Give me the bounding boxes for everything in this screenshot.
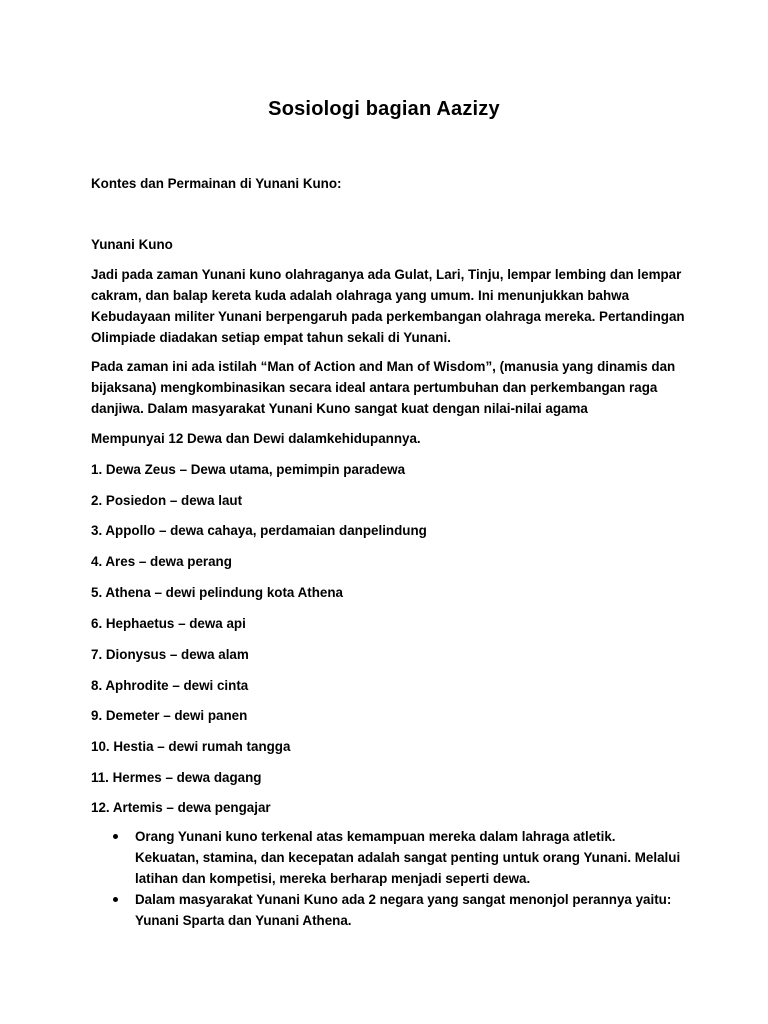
bullet-list: [91, 826, 691, 931]
god-item: 7. Dionysus – dewa alam: [91, 647, 249, 662]
god-item: 4. Ares – dewa perang: [91, 554, 232, 569]
bullet-line: Orang Yunani kuno terkenal atas kemampuan mereka dalam lahraga atletik.: [135, 829, 616, 844]
bullet-line: Kekuatan, stamina, dan kecepatan adalah sangat penting untuk orang Yunani. Melalui: [135, 850, 681, 865]
god-item: 2. Posiedon – dewa laut: [91, 493, 243, 508]
god-item: 1. Dewa Zeus – Dewa utama, pemimpin paradewa: [91, 462, 406, 477]
paragraph-sports: [91, 264, 691, 348]
god-item: 6. Hephaetus – dewa api: [91, 616, 246, 631]
paragraph-line: danjiwa. Dalam masyarakat Yunani Kuno sangat kuat dengan nilai-nilai agama: [91, 401, 588, 416]
bullet-line: latihan dan kompetisi, mereka berharap menjadi seperti dewa.: [135, 871, 531, 886]
god-item: 11. Hermes – dewa dagang: [91, 770, 262, 785]
paragraph-line: bijaksana) mengkombinasikan secara ideal antara pertumbuhan dan perkembangan raga: [91, 380, 658, 395]
bullet-line: Dalam masyarakat Yunani Kuno ada 2 negara yang sangat menonjol perannya yaitu:: [135, 892, 672, 907]
section-heading: Kontes dan Permainan di Yunani Kuno:: [91, 176, 342, 191]
god-item: 12. Artemis – dewa pengajar: [91, 800, 271, 815]
paragraph-line: Olimpiade diadakan setiap empat tahun sekali di Yunani.: [91, 330, 451, 345]
paragraph-line: cakram, dan balap kereta kuda adalah olahraga yang umum. Ini menunjukkan bahwa: [91, 288, 630, 303]
document-title: Sosiologi bagian Aazizy: [268, 98, 500, 120]
paragraph-line: Kebudayaan militer Yunani berpengaruh pada perkembangan olahraga mereka. Pertandingan: [91, 309, 685, 324]
bullet-item: [91, 826, 691, 889]
bullet-icon: [113, 834, 118, 839]
paragraph-line: Jadi pada zaman Yunani kuno olahraganya ada Gulat, Lari, Tinju, lempar lembing dan lempar: [91, 267, 682, 282]
bullet-item: [91, 889, 691, 931]
god-item: 10. Hestia – dewi rumah tangga: [91, 739, 291, 754]
paragraph-wisdom: [91, 356, 691, 419]
section-subheading: Yunani Kuno: [91, 237, 173, 252]
bullet-line: Yunani Sparta dan Yunani Athena.: [135, 913, 352, 928]
god-item: 5. Athena – dewi pelindung kota Athena: [91, 585, 343, 600]
paragraph-line: Pada zaman ini ada istilah “Man of Action and Man of Wisdom”, (manusia yang dinamis dan: [91, 359, 676, 374]
god-item: 3. Appollo – dewa cahaya, perdamaian danpelindung: [91, 523, 427, 538]
god-item: 9. Demeter – dewi panen: [91, 708, 248, 723]
bullet-icon: [113, 897, 118, 902]
gods-intro: Mempunyai 12 Dewa dan Dewi dalamkehidupannya.: [91, 431, 421, 446]
god-item: 8. Aphrodite – dewi cinta: [91, 678, 249, 693]
